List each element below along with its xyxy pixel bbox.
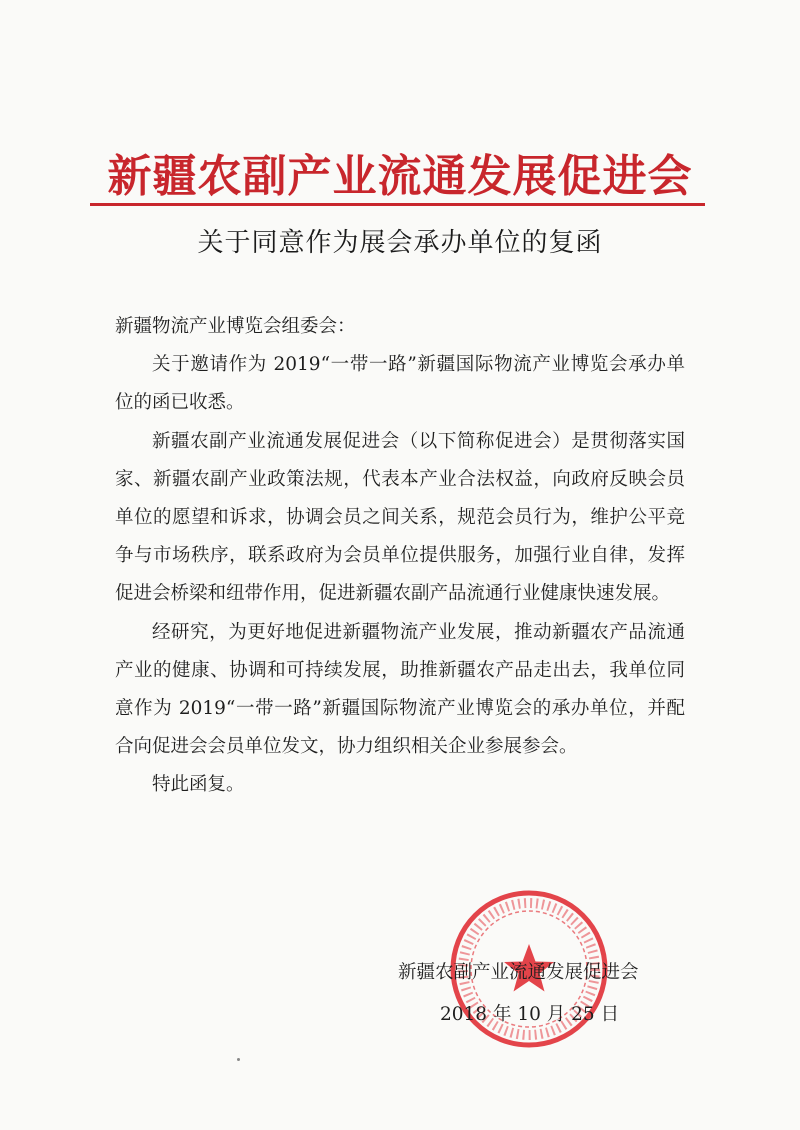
closing-line: 特此函复。 — [152, 774, 245, 796]
letter-body — [115, 308, 685, 805]
document-title: 关于同意作为展会承办单位的复函 — [197, 228, 603, 258]
signature-date: 2018 年 10 月 25 日 — [440, 1004, 620, 1025]
organization-letterhead: 新疆农副产业流通发展促进会 — [107, 151, 693, 202]
letterhead-divider — [90, 203, 705, 206]
signature-organization: 新疆农副产业流通发展促进会 — [398, 962, 639, 983]
scan-speck — [237, 1058, 240, 1061]
body-paragraph-2: 新疆农副产业流通发展促进会（以下简称促进会）是贯彻落实国家、新疆农副产业政策法规，代表本产业合法权益，向政府反映会员单位的愿望和诉求，协调会员之间关系，规范会员行为，维护公平竞争与市场秩序，联系政府为会员单位提供服务，加强行业自律，发挥促进会桥梁和纽带作用，促进新疆农副产品流通行业健康快速发展。 — [115, 430, 685, 605]
body-paragraph-3: 经研究，为更好地促进新疆物流产业发展，推动新疆农产品流通产业的健康、协调和可持续发展，助推新疆农产品走出去，我单位同意作为 2019“一带一路”新疆国际物流产业博览会的承办单位，并配合向促进会会员单位发文，协力组织相关企业参展参会。 — [115, 621, 685, 758]
salutation: 新疆物流产业博览会组委会： — [115, 316, 356, 337]
body-paragraph-1: 关于邀请作为 2019“一带一路”新疆国际物流产业博览会承办单位的函已收悉。 — [115, 354, 685, 414]
